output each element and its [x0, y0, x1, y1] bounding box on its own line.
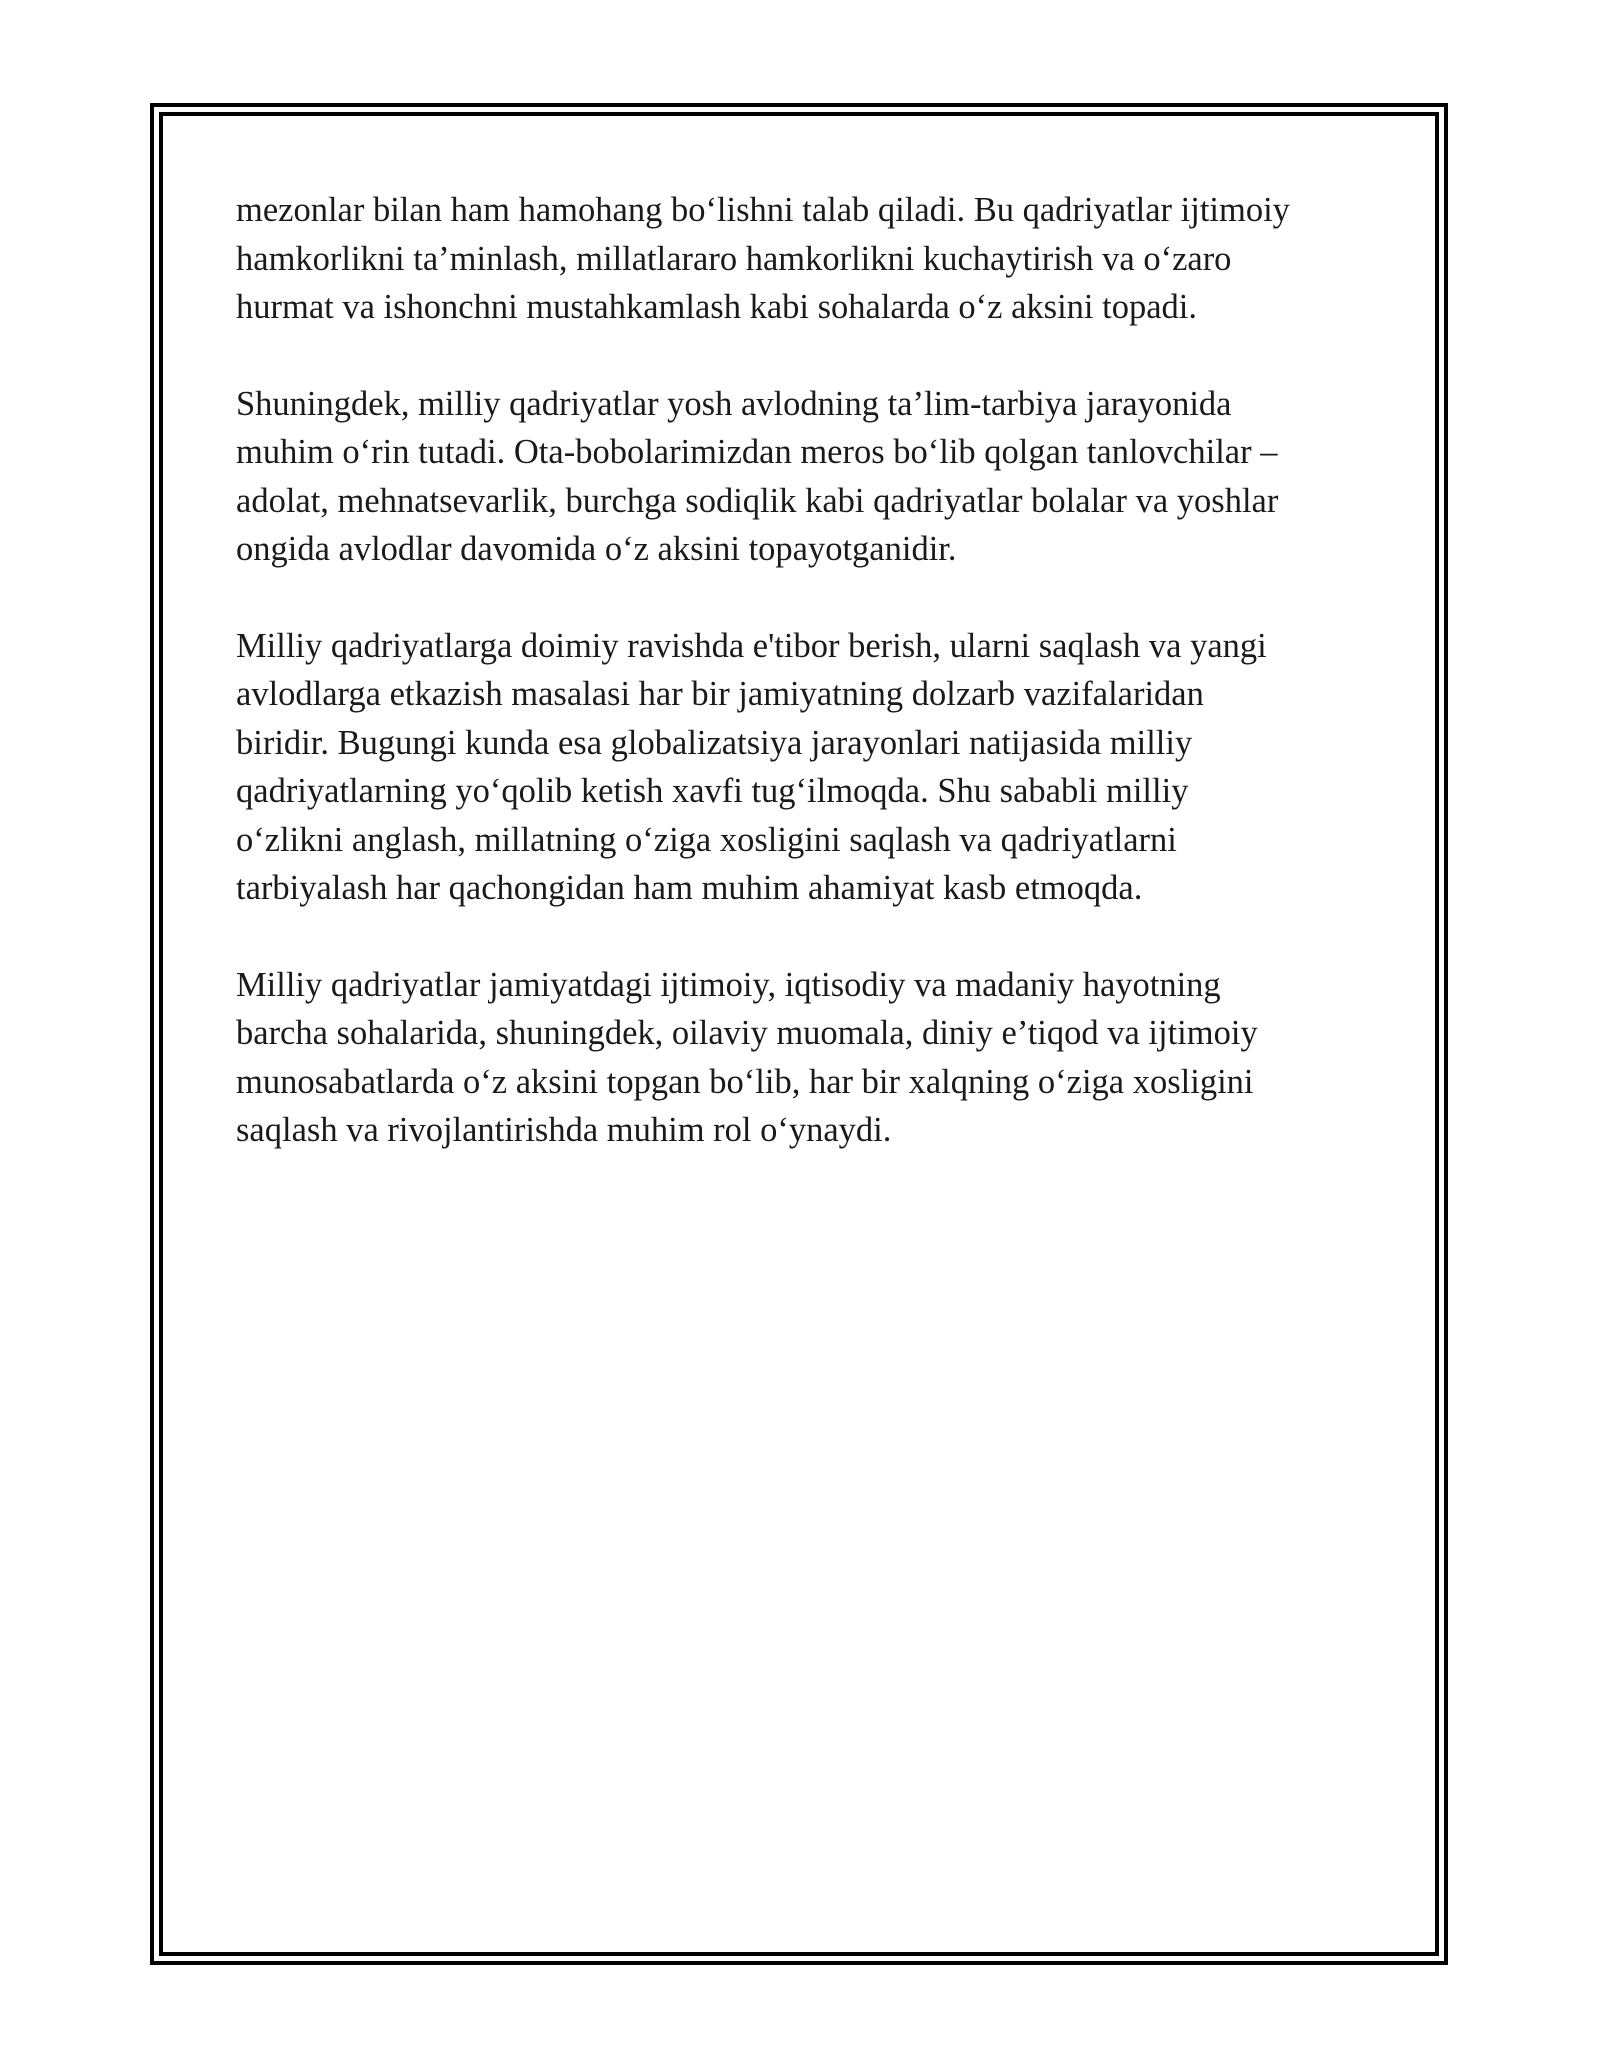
text-line: saqlash va rivojlantirishda muhim rol oʻynaydi. — [236, 1111, 892, 1149]
paragraph — [236, 961, 1386, 1155]
text-line: hamkorlikni ta’minlash, millatlararo hamkorlikni kuchaytirish va oʻzaro — [236, 239, 1232, 278]
document-body — [236, 186, 1386, 1203]
paragraph — [236, 186, 1386, 332]
text-line: Milliy qadriyatlar jamiyatdagi ijtimoiy, iqtisodiy va madaniy hayotning — [236, 965, 1221, 1004]
text-line: munosabatlarda oʻz aksini topgan boʻlib, har bir xalqning oʻziga xosligini — [236, 1062, 1254, 1101]
text-line: tarbiyalash har qachongidan ham muhim ahamiyat kasb etmoqda. — [236, 869, 1143, 907]
text-line: ongida avlodlar davomida oʻz aksini topayotganidir. — [236, 530, 957, 568]
text-line: oʻzlikni anglash, millatning oʻziga xosligini saqlash va qadriyatlarni — [236, 820, 1177, 859]
text-line: barcha sohalarida, shuningdek, oilaviy muomala, diniy e’tiqod va ijtimoiy — [236, 1014, 1258, 1052]
text-line: muhim oʻrin tutadi. Ota-bobolarimizdan meros boʻlib qolgan tanlovchilar – — [236, 433, 1278, 471]
text-line: biridir. Bugungi kunda esa globalizatsiya jarayonlari natijasida milliy — [236, 723, 1193, 762]
text-line: Shuningdek, milliy qadriyatlar yosh avlodning ta’lim-tarbiya jarayonida — [236, 384, 1232, 423]
paragraph — [236, 622, 1386, 913]
text-line: avlodlarga etkazish masalasi har bir jamiyatning dolzarb vazifalaridan — [236, 675, 1204, 713]
text-line: hurmat va ishonchni mustahkamlash kabi sohalarda oʻz aksini topadi. — [236, 288, 1197, 326]
text-line: Milliy qadriyatlarga doimiy ravishda e'tibor berish, ularni saqlash va yangi — [236, 626, 1267, 665]
paragraph — [236, 380, 1386, 574]
text-line: qadriyatlarning yoʻqolib ketish xavfi tugʻilmoqda. Shu sababli milliy — [236, 772, 1189, 810]
text-line: mezonlar bilan ham hamohang boʻlishni talab qiladi. Bu qadriyatlar ijtimoiy — [236, 191, 1290, 229]
text-line: adolat, mehnatsevarlik, burchga sodiqlik kabi qadriyatlar bolalar va yoshlar — [236, 481, 1279, 520]
